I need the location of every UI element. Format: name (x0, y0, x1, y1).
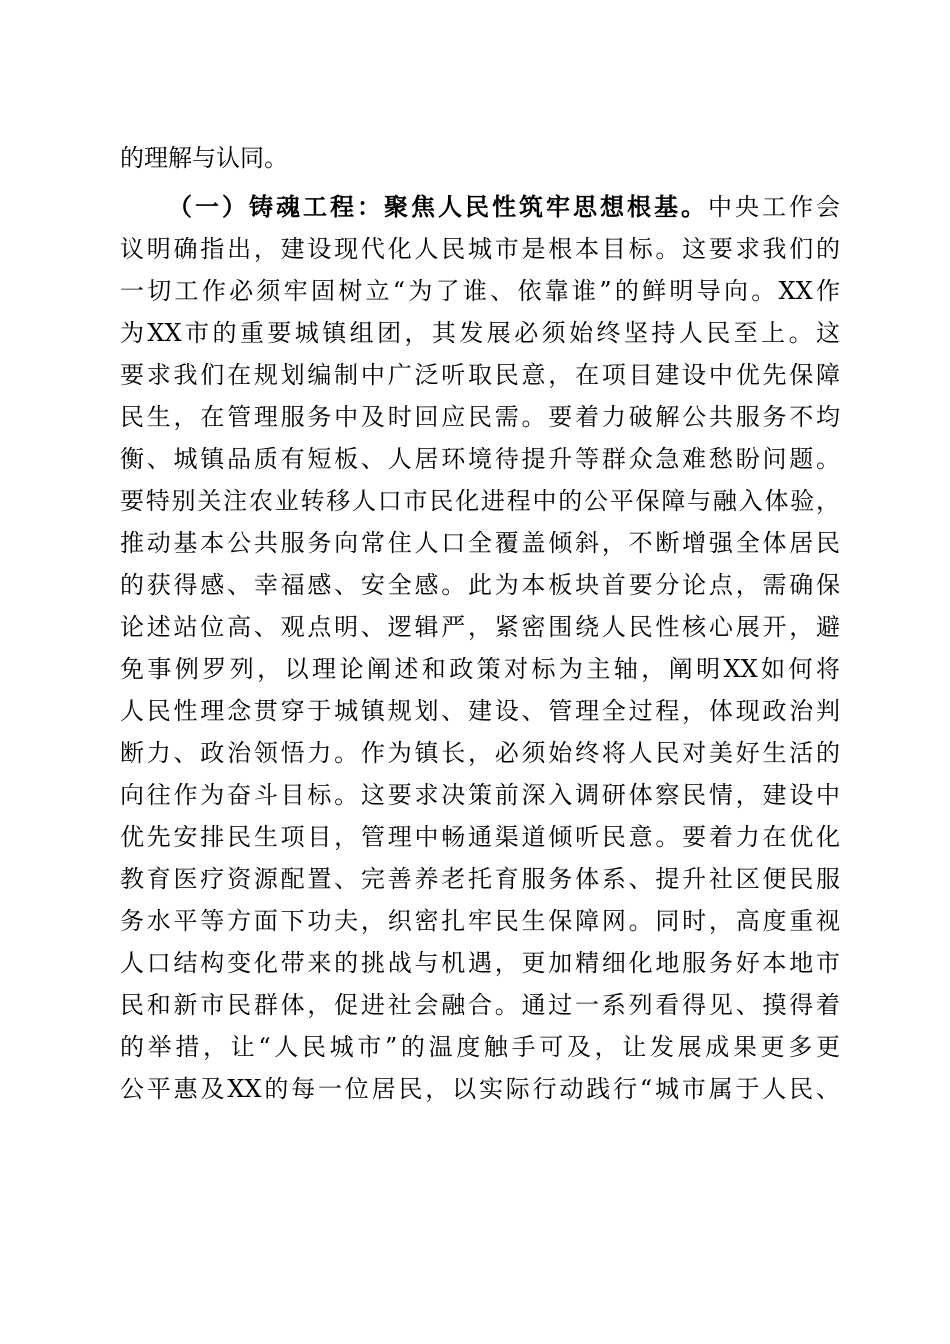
text-line-6: 要求我们在规划编制中广泛听取民意，在项目建设中优先保障 (120, 361, 840, 389)
text-line-14: 人民性理念贯穿于城镇规划、建设、管理全过程，体现政治判 (120, 697, 840, 725)
section-heading: （一）铸魂工程：聚焦人民性筑牢思想根基。 (168, 192, 708, 221)
text-line-19: 务水平等方面下功夫，织密扎牢民生保障网。同时，高度重视 (120, 907, 840, 935)
text-line-22: 的举措，让“人民城市”的温度触手可及，让发展成果更多更 (120, 1033, 840, 1061)
text-line-11: 的获得感、幸福感、安全感。此为本板块首要分论点，需确保 (120, 571, 840, 599)
text-line-9: 要特别关注农业转移人口市民化进程中的公平保障与融入体验， (120, 487, 840, 515)
text-line-8: 衡、城镇品质有短板、人居环境待提升等群众急难愁盼问题。 (120, 445, 840, 473)
text-line-1: 的理解与认同。 (120, 144, 288, 172)
text-line-7: 民生，在管理服务中及时回应民需。要着力破解公共服务不均 (120, 403, 840, 431)
text-line-10: 推动基本公共服务向常住人口全覆盖倾斜，不断增强全体居民 (120, 529, 840, 557)
text-line-3: 议明确指出，建设现代化人民城市是根本目标。这要求我们的 (120, 235, 840, 263)
text-line-16: 向往作为奋斗目标。这要求决策前深入调研体察民情，建设中 (120, 781, 840, 809)
text-line-15: 断力、政治领悟力。作为镇长，必须始终将人民对美好生活的 (120, 739, 840, 767)
text-line-12: 论述站位高、观点明、逻辑严，紧密围绕人民性核心展开，避 (120, 613, 840, 641)
text-line-13: 免事例罗列，以理论阐述和政策对标为主轴，阐明XX如何将 (120, 655, 840, 683)
text-line-23: 公平惠及XX的每一位居民，以实际行动践行“城市属于人民、 (120, 1075, 840, 1103)
text-line-2: 中央工作会 (708, 193, 840, 221)
section-heading-line (168, 187, 840, 227)
text-line-18: 教育医疗资源配置、完善养老托育服务体系、提升社区便民服 (120, 865, 840, 893)
text-line-5: 为XX市的重要城镇组团，其发展必须始终坚持人民至上。这 (120, 319, 840, 347)
text-line-17: 优先安排民生项目，管理中畅通渠道倾听民意。要着力在优化 (120, 823, 840, 851)
text-line-21: 民和新市民群体，促进社会融合。通过一系列看得见、摸得着 (120, 991, 840, 1019)
text-line-20: 人口结构变化带来的挑战与机遇，更加精细化地服务好本地市 (120, 949, 840, 977)
text-line-4: 一切工作必须牢固树立“为了谁、依靠谁”的鲜明导向。XX作 (120, 277, 840, 305)
